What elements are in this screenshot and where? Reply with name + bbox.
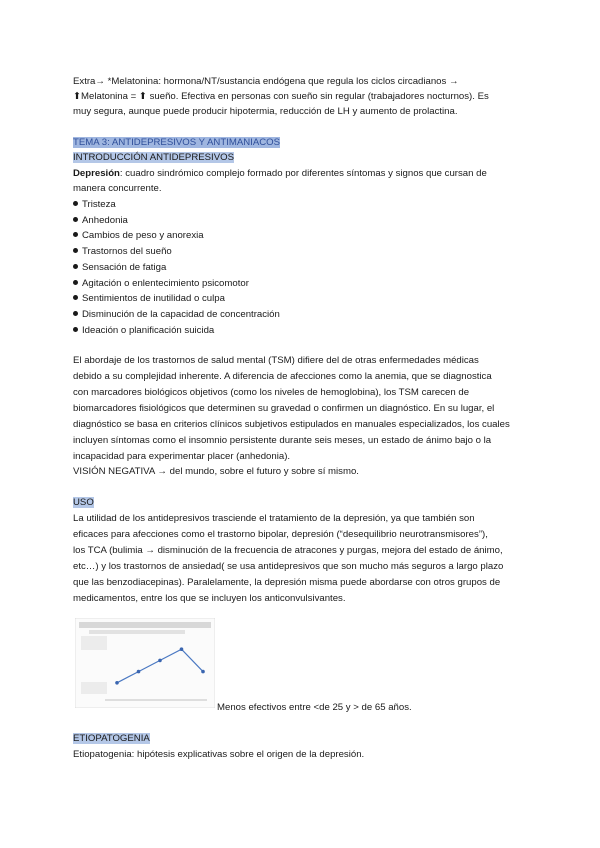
symptom-list (73, 197, 280, 338)
bullet-icon (73, 232, 78, 237)
data-point (115, 681, 119, 685)
intro-line-1: Extra→ *Melatonina: hormona/NT/sustancia endógena que regula los ciclos circadianos → (73, 76, 459, 87)
list-item: Sentimientos de inutilidad o culpa (73, 291, 280, 307)
chart-title-placeholder (79, 622, 211, 628)
abordaje-line: con marcadores biológicos objetivos (como los niveles de hemoglobina), los TSM carecen de (73, 387, 470, 398)
chart-annotation-box (81, 682, 107, 694)
data-point (158, 659, 162, 663)
efficacy-chart (75, 618, 215, 708)
data-point (180, 647, 184, 651)
abordaje-line: biomarcadores fisiológicos que determinen su gravedad o confirmen un diagnóstico. En su lugar, el (73, 403, 495, 414)
tema-subtitle: INTRODUCCIÓN ANTIDEPRESIVOS (73, 152, 234, 163)
data-point (201, 670, 205, 674)
abordaje-line: debido a su complejidad inherente. A diferencia de afecciones como la anemia, que se diagnostica (73, 371, 492, 382)
bullet-icon (73, 201, 78, 206)
etiopatogenia-line: Etiopatogenia: hipótesis explicativas sobre el origen de la depresión. (73, 749, 365, 760)
bullet-icon (73, 217, 78, 222)
intro-line-3: muy segura, aunque puede producir hipotermia, reducción de LH y aumento de prolactina. (73, 106, 458, 117)
list-item: Cambios de peso y anorexia (73, 228, 280, 244)
uso-title: USO (73, 497, 94, 508)
list-item: Trastornos del sueño (73, 244, 280, 260)
bullet-icon (73, 311, 78, 316)
chart-caption: Menos efectivos entre <de 25 y > de 65 años. (217, 702, 412, 713)
etiopatogenia-title: ETIOPATOGENIA (73, 733, 150, 744)
chart-annotation-box (81, 636, 107, 650)
depresion-def-1: : cuadro sindrómico complejo formado por diferentes síntomas y signos que cursan de (119, 168, 487, 179)
data-point (137, 670, 141, 674)
chart-subtitle-placeholder (89, 630, 185, 634)
bullet-icon (73, 248, 78, 253)
list-item: Sensación de fatiga (73, 260, 280, 276)
list-item: Disminución de la capacidad de concentración (73, 307, 280, 323)
uso-line: medicamentos, entre los que se incluyen los anticonvulsivantes. (73, 593, 346, 604)
list-item: Agitación o enlentecimiento psicomotor (73, 276, 280, 292)
tema-title: TEMA 3: ANTIDEPRESIVOS Y ANTIMANIACOS (73, 137, 281, 148)
bullet-icon (73, 280, 78, 285)
uso-line: La utilidad de los antidepresivos trasciende el tratamiento de la depresión, ya que también son (73, 513, 475, 524)
list-item: Tristeza (73, 197, 280, 213)
list-item: Anhedonia (73, 213, 280, 229)
uso-line: etc…) y los trastornos de ansiedad( se usa antidepresivos que son mucho más seguros a largo plazo (73, 561, 504, 572)
depresion-term: Depresión (73, 168, 120, 179)
abordaje-line: El abordaje de los trastornos de salud mental (TSM) difiere del de otras enfermedades médicas (73, 355, 479, 366)
uso-line: los TCA (bulimia → disminución de la frecuencia de atracones y purgas, mejora del estado de ánimo, (73, 545, 503, 556)
bullet-icon (73, 327, 78, 332)
vision-negativa: VISIÓN NEGATIVA → del mundo, sobre el futuro y sobre sí mismo. (73, 466, 359, 477)
bullet-icon (73, 295, 78, 300)
uso-line: eficaces para afecciones como el trastorno bipolar, depresión (“desequilibrio neurotransmisores”), (73, 529, 488, 540)
intro-line-2: ⬆Melatonina = ⬆ sueño. Efectiva en personas con sueño sin regular (trabajadores nocturnos). Es (73, 91, 489, 102)
abordaje-line: incapacidad para experimentar placer (anhedonia). (73, 451, 291, 462)
depresion-definition (73, 167, 487, 180)
abordaje-line: diagnóstico se basa en criterios clínicos subjetivos estipulados en manuales especializados, los cuales (73, 419, 510, 430)
abordaje-line: incluyen síntomas como el insomnio persistente durante seis meses, un estado de ánimo bajo o la (73, 435, 492, 446)
bullet-icon (73, 264, 78, 269)
list-item: Ideación o planificación suicida (73, 323, 280, 339)
depresion-def-2: manera concurrente. (73, 183, 162, 194)
uso-line: que las benzodiacepinas). Paralelamente, la depresión misma puede abordarse con otros grupos de (73, 577, 501, 588)
